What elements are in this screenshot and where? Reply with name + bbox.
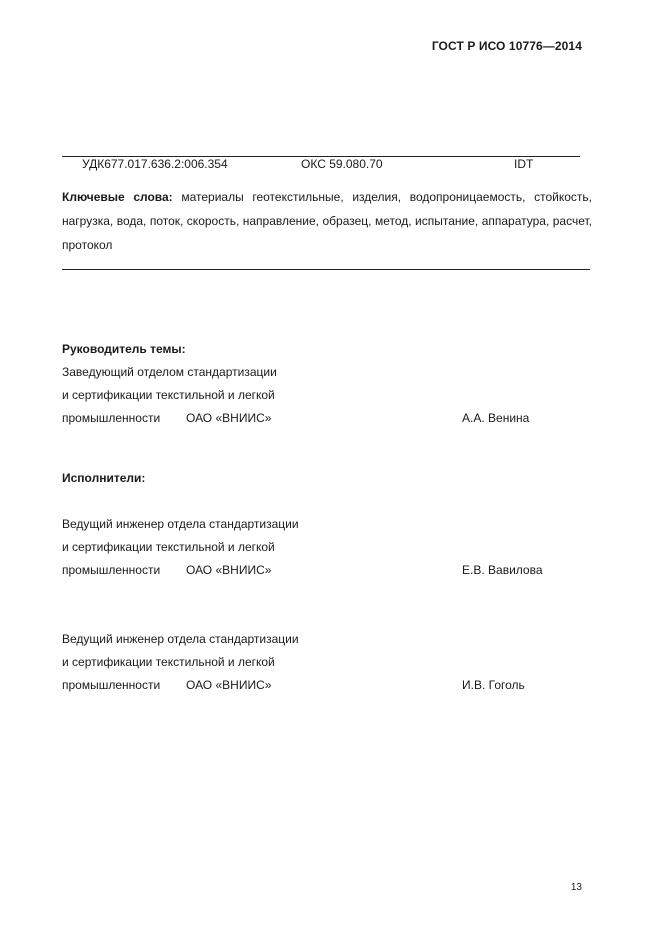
executor-position-line-3	[62, 674, 542, 697]
keywords-paragraph	[62, 185, 592, 257]
executor-position-line-3-text: промышленности	[62, 563, 161, 577]
keywords-text: материалы геотекстильные, изделия, водопроницаемость, стойкость, нагрузка, вода, поток, скорость, направление, образец, метод, испытание, аппаратура, расчет, протокол	[62, 190, 592, 252]
bottom-divider	[62, 269, 590, 270]
page-number: 13	[570, 882, 582, 893]
idt-mark: IDT	[514, 157, 534, 171]
leader-heading: Руководитель темы:	[62, 342, 186, 356]
keywords-label: Ключевые слова:	[62, 190, 173, 204]
executor-position-line-1: Ведущий инженер отдела стандартизации	[62, 517, 299, 531]
executor-position-line-1: Ведущий инженер отдела стандартизации	[62, 632, 299, 646]
executor-name: И.В. Гоголь	[462, 678, 525, 692]
executor-name: Е.В. Вавилова	[462, 563, 543, 577]
executor-org: ОАО «ВНИИС»	[186, 563, 272, 577]
executors-heading: Исполнители:	[62, 471, 146, 485]
standard-code-header: ГОСТ Р ИСО 10776—2014	[431, 39, 582, 53]
executor-block	[62, 628, 542, 697]
leader-position-line-2: и сертификации текстильной и легкой	[62, 388, 275, 402]
leader-block	[62, 338, 542, 430]
leader-name: А.А. Венина	[462, 411, 530, 425]
executor-block	[62, 513, 542, 582]
executor-position-line-3-text: промышленности	[62, 678, 161, 692]
executor-position-line-3	[62, 559, 542, 582]
classification-row	[62, 157, 580, 173]
executor-position-line-2: и сертификации текстильной и легкой	[62, 540, 275, 554]
udk-code: УДК677.017.636.2:006.354	[82, 157, 228, 171]
executors-heading-block	[62, 467, 542, 490]
executor-position-line-2: и сертификации текстильной и легкой	[62, 655, 275, 669]
leader-position-line-3	[62, 407, 542, 430]
leader-position-line-3-text: промышленности	[62, 411, 161, 425]
leader-org: ОАО «ВНИИС»	[186, 411, 272, 425]
oks-code: ОКС 59.080.70	[301, 157, 383, 171]
leader-position-line-1: Заведующий отделом стандартизации	[62, 365, 277, 379]
executor-org: ОАО «ВНИИС»	[186, 678, 272, 692]
